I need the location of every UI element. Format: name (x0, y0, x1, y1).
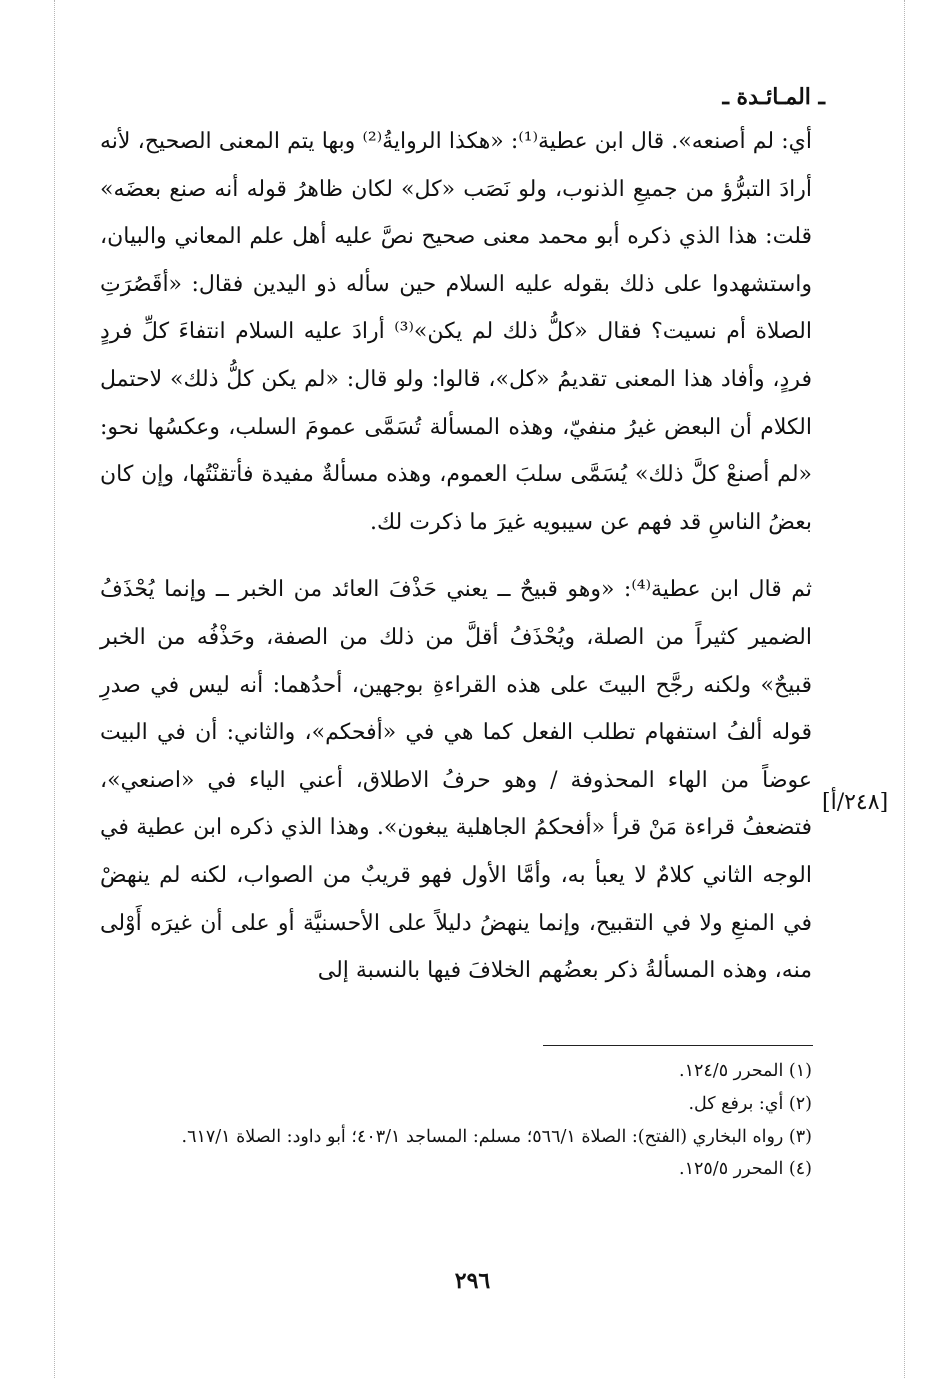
margin-folio-reference: [٢٤٨/أ] (822, 790, 889, 815)
footnote-separator (543, 1045, 813, 1046)
footnote: (٢) أي: برفع كل. (688, 1094, 812, 1114)
footnote: (١) المحرر ١٢٤/٥. (679, 1061, 812, 1081)
paragraph: ثم قال ابن عطية⁽⁴⁾: «وهو قبيحٌ ــ يعني حَذْفَ العائد من الخبر ــ وإنما يُحْذَفُ الضمير كثيراً من الصلة، ويُحْذَفُ أقلَّ من ذلك من الصفة، وحَذْفُه من الخبر قبيحٌ» ولكنه رجَّح البيتَ على هذه القراءةِ بوجهين، أحدُهما: أنه ليس في صدرِ قوله ألفُ استفهام تطلب الفعل كما هي في «أفحكم»، والثاني: أن في البيت عوضاً من الهاء المحذوفة / وهو حرفُ الاطلاق، أعني الياء في «اصنعي»، فتضعفُ قراءة مَنْ قرأ «أفحكمُ الجاهلية يبغون». وهذا الذي ذكره ابن عطية في الوجه الثاني كلامٌ لا يعبأ به، وأمَّا الأول فهو قريبٌ من الصواب، لكنه لم ينهضْ في المنعِ ولا في التقبيح، وإنما ينهضُ دليلاً على الأحسنيَّة أو على أن غيرَه أَوْلى منه، وهذه المسألةُ ذكر بعضُهم الخلافَ فيها بالنسبة إلى (100, 577, 812, 984)
scan-edge-right (904, 0, 905, 1378)
page-number: ٢٩٦ (454, 1268, 491, 1294)
footnotes (100, 1055, 812, 1186)
paragraph: أي: لم أصنعه». قال ابن عطية⁽¹⁾: «هكذا الروايةُ⁽²⁾ وبها يتم المعنى الصحيح، لأنه أرادَ التبرُّؤ من جميعِ الذنوب، ولو نَصَب «كل» لكان ظاهرُ قوله أنه صنع بعضَه» قلت: هذا الذي ذكره أبو محمد معنى صحيح نصَّ عليه أهل علم المعاني والبيان، واستشهدوا على ذلك بقوله عليه السلام حين سأله ذو اليدين فقال: «أقَصُرَتِ الصلاة أم نسيت؟ فقال «كلُّ ذلك لم يكن»⁽³⁾ أرادَ عليه السلام انتفاءَ كلِّ فردٍ فردٍ، وأفاد هذا المعنى تقديمُ «كل»، قالوا: ولو قال: «لم يكن كلُّ ذلك» لاحتمل الكلام أن البعض غيرُ منفيّ، وهذه المسألة تُسَمَّى عمومَ السلب، وعكسُها نحو: «لم أصنعْ كلَّ ذلك» يُسَمَّى سلبَ العموم، وهذه مسألةٌ مفيدة فأتقنْتُها، وإن كان بعضُ الناسِ قد فهم عن سيبويه غيرَ ما ذكرت لك. (100, 129, 813, 535)
scan-edge-left (54, 0, 55, 1378)
footnote: (٣) رواه البخاري (الفتح): الصلاة ٥٦٦/١؛ مسلم: المساجد ٤٠٣/١؛ أبو داود: الصلاة ٦١٧/١. (181, 1127, 812, 1147)
main-text (100, 118, 812, 995)
running-head: ـ المـائـدة ـ (722, 84, 825, 110)
footnote: (٤) المحرر ١٢٥/٥. (679, 1159, 812, 1179)
